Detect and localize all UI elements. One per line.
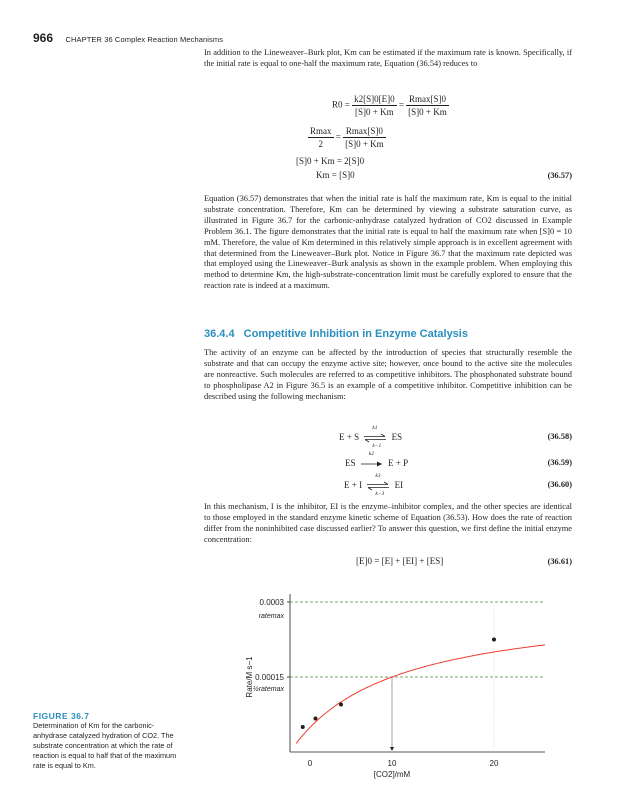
- eq2-rhs: [343, 126, 386, 149]
- eq2-lhs: [308, 126, 334, 149]
- reaction-3658-right: ES: [391, 432, 403, 442]
- mechanism-paragraph: In this mechanism, I is the inhibitor, EI is the enzyme–inhibitor complex, and the other species are identical to those employed in the standard enzyme kinetic scheme of Equation (36.53). How does the rate of reaction differ from the noninhibited case discussed earlier? To answer this question, we first define the initial enzyme concentration:: [204, 502, 572, 544]
- equilibrium-arrow-icon: [367, 472, 389, 497]
- x-tick-label-0: 0: [307, 759, 313, 768]
- inhibition-block: [204, 348, 572, 403]
- equation-block: [204, 88, 572, 183]
- page-number: 966: [33, 31, 54, 45]
- equation-number-3657: (36.57): [547, 171, 572, 180]
- eq1-frac2-den: [S]0 + Km: [408, 107, 447, 117]
- reaction-block: [204, 424, 572, 498]
- reaction-3658-k-forward: k1: [372, 424, 378, 431]
- data-point-4: [492, 638, 496, 642]
- reaction-3659: [345, 450, 409, 469]
- reaction-3660: [344, 472, 404, 497]
- half-rate-max-label: ½ratemax: [252, 686, 284, 693]
- mechanism-block: [204, 502, 572, 546]
- reaction-3658-k-reverse: k−1: [372, 442, 382, 449]
- equation-km: Km = [S]0: [316, 170, 355, 180]
- eq2-lhs-num: Rmax: [310, 126, 332, 136]
- inhibition-paragraph: The activity of an enzyme can be affected by the introduction of species that structurally resemble the substrate and that can occupy the enzyme active site; however, once bound to the active site the molecules are nonreactive. Such molecules are referred to as competitive inhibitors. The phosphonated substrate bound to phospholipase A2 in Figure 36.5 is an example of a competitive inhibitor. Competitive inhibition can be described using the following mechanism:: [204, 348, 572, 401]
- equation-number-3660: (36.60): [547, 480, 572, 489]
- eq1-frac2-num: Rmax[S]0: [406, 94, 449, 106]
- equation-r0: R0 = $\frac{k2[S]0[E]0}{[S]0 + Km}$ = $\frac{Rmax[S]0}{[S]0 + Km}$: [332, 94, 447, 117]
- eq2-lhs-den: 2: [318, 139, 323, 149]
- data-point-2: [314, 717, 318, 721]
- intro-paragraph-block: [204, 48, 572, 70]
- chart-svg: [240, 580, 570, 780]
- section-heading: [204, 328, 468, 340]
- eq1-frac1-den: [S]0 + Km: [355, 107, 394, 117]
- figure-label: FIGURE 36.7: [33, 711, 90, 721]
- rate-max-label: ratemax: [258, 613, 284, 620]
- x-tick-label-20: 20: [489, 759, 499, 768]
- eq1-frac1: [352, 94, 397, 117]
- km-arrow-icon: [390, 747, 394, 751]
- reaction-3660-right: EI: [394, 480, 404, 490]
- intro-paragraph: In addition to the Lineweaver–Burk plot, Km can be estimated if the maximum rate is known. Specifically, if the initial rate is equal to one-half the maximum rate, Equation (36.54) reduces to: [204, 48, 572, 68]
- reaction-3659-right: E + P: [388, 458, 409, 468]
- page-header: [33, 29, 223, 47]
- equation-number-3658: (36.58): [547, 432, 572, 441]
- data-point-1: [301, 725, 305, 729]
- y-axis-title: Rate/M s−1: [245, 656, 254, 698]
- eq61-block: [204, 556, 572, 570]
- discussion-block: [204, 194, 572, 292]
- reaction-3660-left: E + I: [344, 480, 363, 490]
- forward-arrow-icon: [361, 450, 383, 469]
- saturation-curve: [296, 645, 545, 744]
- reaction-3660-k-reverse: k−3: [375, 490, 385, 497]
- reaction-3659-left: ES: [345, 458, 356, 468]
- eq1-frac1-num: k2[S]0[E]0: [354, 94, 395, 104]
- section-number: 36.4.4: [204, 328, 235, 340]
- section-title: Competitive Inhibition in Enzyme Catalysis: [243, 328, 468, 340]
- reaction-3659-k-forward: k2: [368, 450, 374, 457]
- figure-caption: [33, 711, 183, 771]
- equation-sum: [S]0 + Km = 2[S]0: [296, 156, 365, 166]
- x-axis-title: [CO2]/mM: [373, 770, 411, 779]
- reaction-3660-k-forward: k3: [375, 472, 381, 479]
- chapter-title: CHAPTER 36 Complex Reaction Mechanisms: [65, 35, 224, 44]
- data-point-3: [339, 703, 343, 707]
- equation-half-rate: $\frac{Rmax}{2}$ = $\frac{Rmax[S]0}{[S]0 + Km}$: [310, 126, 384, 149]
- eq1-frac2: [406, 94, 449, 117]
- eq2-rhs-num: Rmax[S]0: [343, 126, 386, 138]
- eq2-rhs-den: [S]0 + Km: [345, 139, 384, 149]
- equilibrium-arrow-icon: [364, 424, 386, 449]
- y-tick-label-half: 0.00015: [255, 673, 284, 682]
- x-tick-label-10: 10: [387, 759, 397, 768]
- equation-enzyme-total: [E]0 = [E] + [EI] + [ES]: [356, 556, 444, 566]
- figure-caption-text: Determination of Km for the carbonic-anhydrase catalyzed hydration of CO2. The substrate concentration at which the rate of reaction is equal to half that of the maximum rate is equal to Km.: [33, 721, 177, 770]
- discussion-paragraph: Equation (36.57) demonstrates that when the initial rate is half the maximum rate, Km is equal to the initial substrate concentration. Therefore, Km can be determined by viewing a substrate saturation curve, as illustrated in Figure 36.7 for the carbonic-anhydrase catalyzed hydration of CO2 discussed in Example Problem 36.1. The figure demonstrates that the initial rate is equal to half the maximum rate when [S]0 = 10 mM. Therefore, the value of Km determined in this relatively simple approach is in excellent agreement with that determined from the Lineweaver–Burk plot. Notice in Figure 36.7 that the maximum rate depicted was that employed using the Lineweaver–Burk analysis as shown in the example problem. When employing this method to determine Km, the high-substrate-concentration limit must be carefully explored to ensure that the reaction rate is indeed at a maximum.: [204, 194, 572, 291]
- y-tick-label-max: 0.0003: [259, 598, 284, 607]
- equation-number-3661: (36.61): [547, 557, 572, 566]
- equation-number-3659: (36.59): [547, 458, 572, 467]
- reaction-3658-left: E + S: [339, 432, 360, 442]
- reaction-3658: [339, 424, 403, 449]
- eq1-lhs: R0 =: [332, 99, 350, 110]
- saturation-chart: [240, 580, 570, 785]
